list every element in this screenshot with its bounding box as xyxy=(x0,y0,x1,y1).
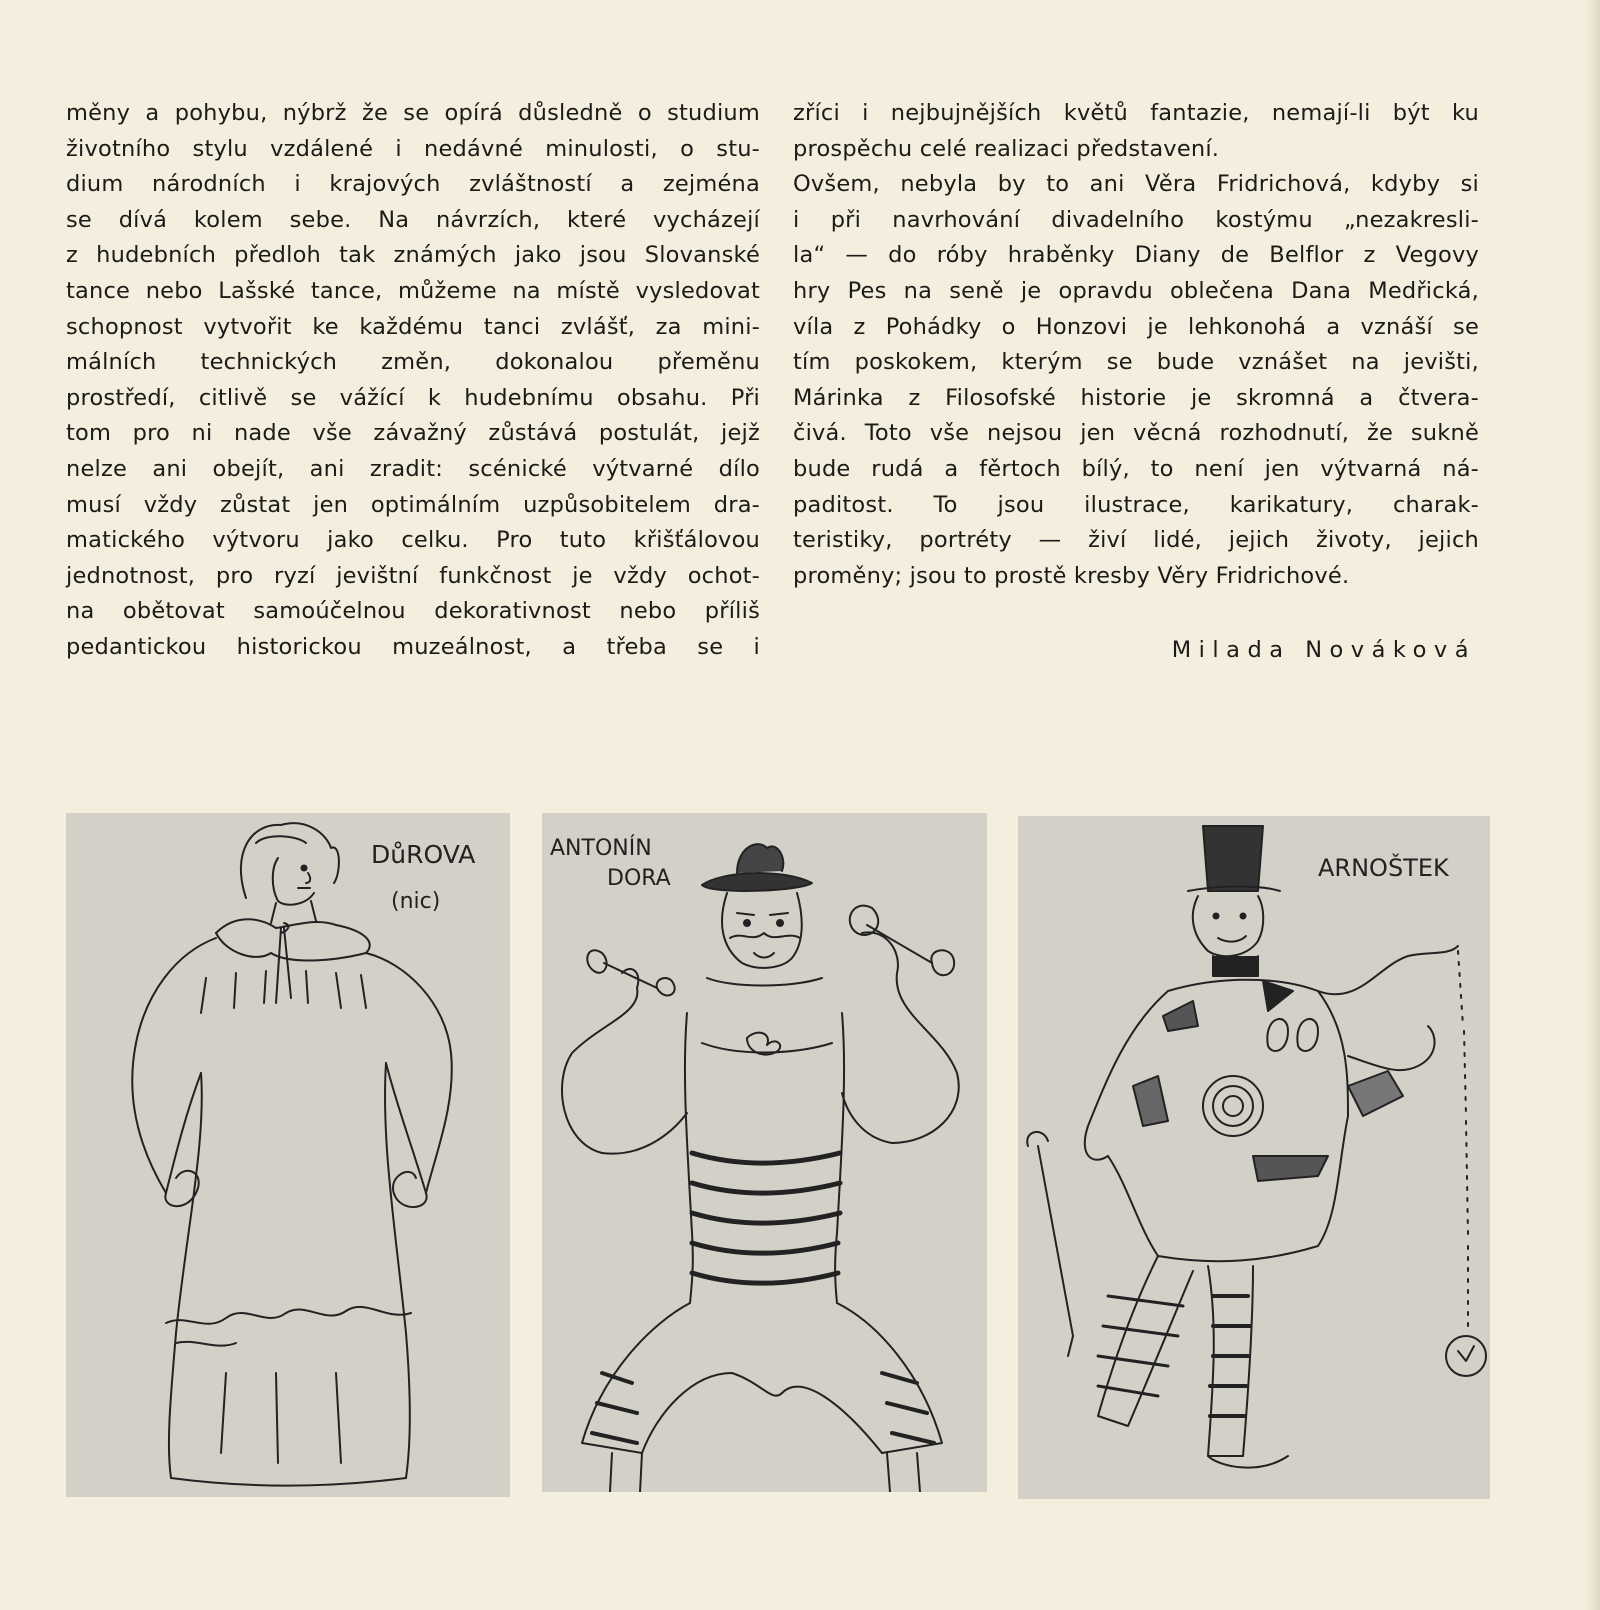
sketch-caption-line-1: ANTONÍN xyxy=(550,836,652,861)
text-line: la“ — do róby hraběnky Diany de Belflor z Vegovy xyxy=(793,242,1479,269)
right-text-column xyxy=(793,96,1479,594)
text-line: měny a pohybu, nýbrž že se opírá důsledně o studium xyxy=(66,100,760,126)
sketch-caption: DůROVA xyxy=(371,840,476,869)
text-line: pedantickou historickou muzeálnost, a třeba se i xyxy=(66,633,760,660)
text-line: matického výtvoru jako celku. Pro tuto křišťálovou xyxy=(66,527,760,554)
sketch-note: (nic) xyxy=(391,889,441,914)
sketch-caption: ARNOŠTEK xyxy=(1318,854,1449,882)
text-line: zříci i nejbujnějších květů fantazie, nemají-li být ku xyxy=(793,100,1479,126)
page-edge-shadow xyxy=(1586,0,1600,1610)
costume-sketch-harlequin-icon xyxy=(1018,816,1490,1499)
text-line: teristiky, portréty — živí lidé, jejich životy, jejich xyxy=(793,527,1479,554)
text-line: musí vždy zůstat jen optimálním uzpůsobitelem dra- xyxy=(66,491,760,518)
text-line: dium národních i krajových zvláštností a zejména xyxy=(66,171,760,198)
left-text-column xyxy=(66,96,760,666)
sketch-caption-line-2: DORA xyxy=(607,866,671,891)
text-line: prostředí, citlivě se vážící k hudebnímu obsahu. Při xyxy=(66,384,760,411)
text-line: na obětovat samoúčelnou dekorativnost nebo příliš xyxy=(66,598,760,625)
text-line: tance nebo Lašské tance, můžeme na místě vysledovat xyxy=(66,277,760,304)
text-line: bude rudá a fěrtoch bílý, to není jen výtvarná ná- xyxy=(793,455,1479,482)
text-line: i při navrhování divadelního kostýmu „nezakresli- xyxy=(793,206,1479,233)
text-line: schopnost vytvořit ke každému tanci zvlášť, za mini- xyxy=(66,313,760,340)
costume-sketch-arnostek xyxy=(1018,816,1490,1499)
costume-sketch-durova xyxy=(66,813,510,1497)
text-line: Ovšem, nebyla by to ani Věra Fridrichová, kdyby si xyxy=(793,171,1479,198)
costume-sketch-nightgown-icon xyxy=(66,813,510,1497)
text-line: jednotnost, pro ryzí jevištní funkčnost je vždy ochot- xyxy=(66,562,760,589)
text-line: Márinka z Filosofské historie je skromná a čtvera- xyxy=(793,384,1479,411)
text-line: proměny; jsou to prostě kresby Věry Fridrichové. xyxy=(793,562,1350,589)
text-line: málních technických změn, dokonalou přeměnu xyxy=(66,349,760,376)
text-line: tom pro ni nade vše závažný zůstává postulát, jejž xyxy=(66,420,760,447)
text-line: paditost. To jsou ilustrace, karikatury, charak- xyxy=(793,491,1479,518)
text-line: se dívá kolem sebe. Na návrzích, které vycházejí xyxy=(66,206,760,233)
text-line: víla z Pohádky o Honzovi je lehkonohá a vznáší se xyxy=(793,313,1479,340)
text-line: hry Pes na seně je opravdu oblečena Dana Medřická, xyxy=(793,277,1479,304)
text-line: životního stylu vzdálené i nedávné minulosti, o stu- xyxy=(66,135,760,162)
costume-sketch-strongman-icon xyxy=(542,813,987,1492)
text-line: nelze ani obejít, ani zradit: scénické výtvarné dílo xyxy=(66,455,760,482)
text-line: tím poskokem, kterým se bude vznášet na jevišti, xyxy=(793,349,1479,376)
text-line: čivá. Toto vše nejsou jen věcná rozhodnutí, že sukně xyxy=(793,420,1479,447)
author-signature: Milada Nováková xyxy=(1171,637,1476,663)
text-line: z hudebních předloh tak známých jako jsou Slovanské xyxy=(66,242,760,269)
costume-sketch-antonin-dora xyxy=(542,813,987,1492)
text-line: prospěchu celé realizaci představení. xyxy=(793,135,1220,162)
